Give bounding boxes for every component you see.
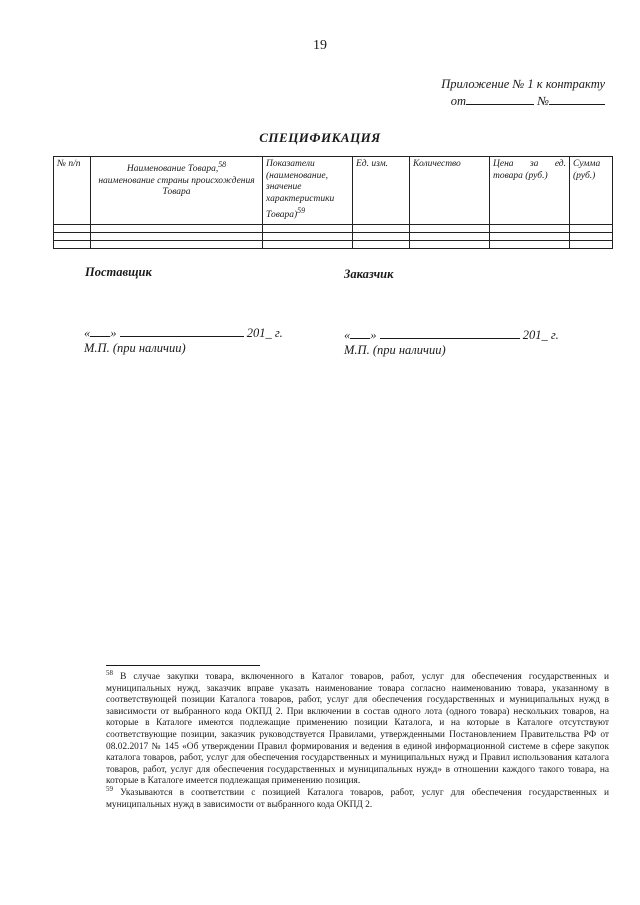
footnote-58: $^{58}$ В случае закупки товара, включенного в Каталог товаров, работ, услуг для обеспечения государственных и муниципальных нужд, заказчик вправе указать наименование товара согласно наименованию товара, указанному в соответствующей позиции Каталога товаров, работ, услуг для обеспечения государственных и муниципальных нужд в зависимости от выбранного кода ОКПД 2. При включении в состав одного лота (одного товара) нескольких товаров, на которые в Каталоге имеются подлежащие применению позиции Каталога, и на которые в Каталоге отсутствуют соответствующие позиции, заказчик руководствуется Правилами, утвержденными Постановлением Правительства РФ от 08.02.2017 № 145 «Об утверждении Правил формирования и ведения в единой информационной системе в сфере закупок каталога товаров, работ, услуг для обеспечения государственных и муниципальных нужд и Правил использования каталога товаров, работ, услуг для обеспечения государственных и муниципальных нужд» в отношении каждого такого товара, на которые в Каталоге имеется подлежащая применению позиция. bbox=[106, 668, 610, 787]
header-unit: Ед. изм. bbox=[353, 157, 410, 225]
annex-date-number-line bbox=[441, 93, 605, 110]
header-sum: Сумма (руб.) bbox=[570, 157, 613, 225]
footnote-separator bbox=[106, 665, 260, 666]
annex-header bbox=[441, 76, 605, 110]
header-indicators: Показатели (наименование, значение характеристики Товара)$^{59}$ bbox=[263, 157, 353, 225]
page-number: 19 bbox=[313, 38, 327, 53]
annex-number-blank bbox=[549, 93, 605, 105]
annex-date-prefix: от bbox=[450, 94, 467, 108]
annex-number-prefix: № bbox=[537, 94, 549, 108]
header-price: Цена за ед. товара (руб.) bbox=[490, 157, 570, 225]
footnotes bbox=[106, 668, 610, 811]
header-name: Наименование Товара,$^{58}$ наименование страны происхождения Товара bbox=[91, 157, 263, 225]
annex-date-blank bbox=[466, 93, 534, 105]
header-number: № п/п bbox=[54, 157, 91, 225]
annex-title: Приложение № 1 к контракту bbox=[441, 77, 605, 91]
supplier-date-line: « » 201_ г. bbox=[84, 326, 283, 340]
table-row bbox=[54, 240, 613, 248]
supplier-stamp: М.П. (при наличии) bbox=[84, 341, 186, 355]
supplier-title: Поставщик bbox=[85, 265, 152, 279]
table-header-row bbox=[54, 157, 613, 225]
header-quantity: Количество bbox=[410, 157, 490, 225]
specification-table bbox=[53, 156, 613, 249]
customer-title: Заказчик bbox=[344, 267, 394, 281]
document-title: СПЕЦИФИКАЦИЯ bbox=[259, 130, 381, 145]
customer-date-line: « » 201_ г. bbox=[344, 328, 559, 342]
table-row bbox=[54, 232, 613, 240]
customer-stamp: М.П. (при наличии) bbox=[344, 343, 446, 357]
table-row bbox=[54, 224, 613, 232]
footnote-59: $^{59}$ Указываются в соответствии с позицией Каталога товаров, работ, услуг для обеспечения государственных и муниципальных нужд в зависимости от выбранного кода ОКПД 2. bbox=[106, 784, 609, 810]
